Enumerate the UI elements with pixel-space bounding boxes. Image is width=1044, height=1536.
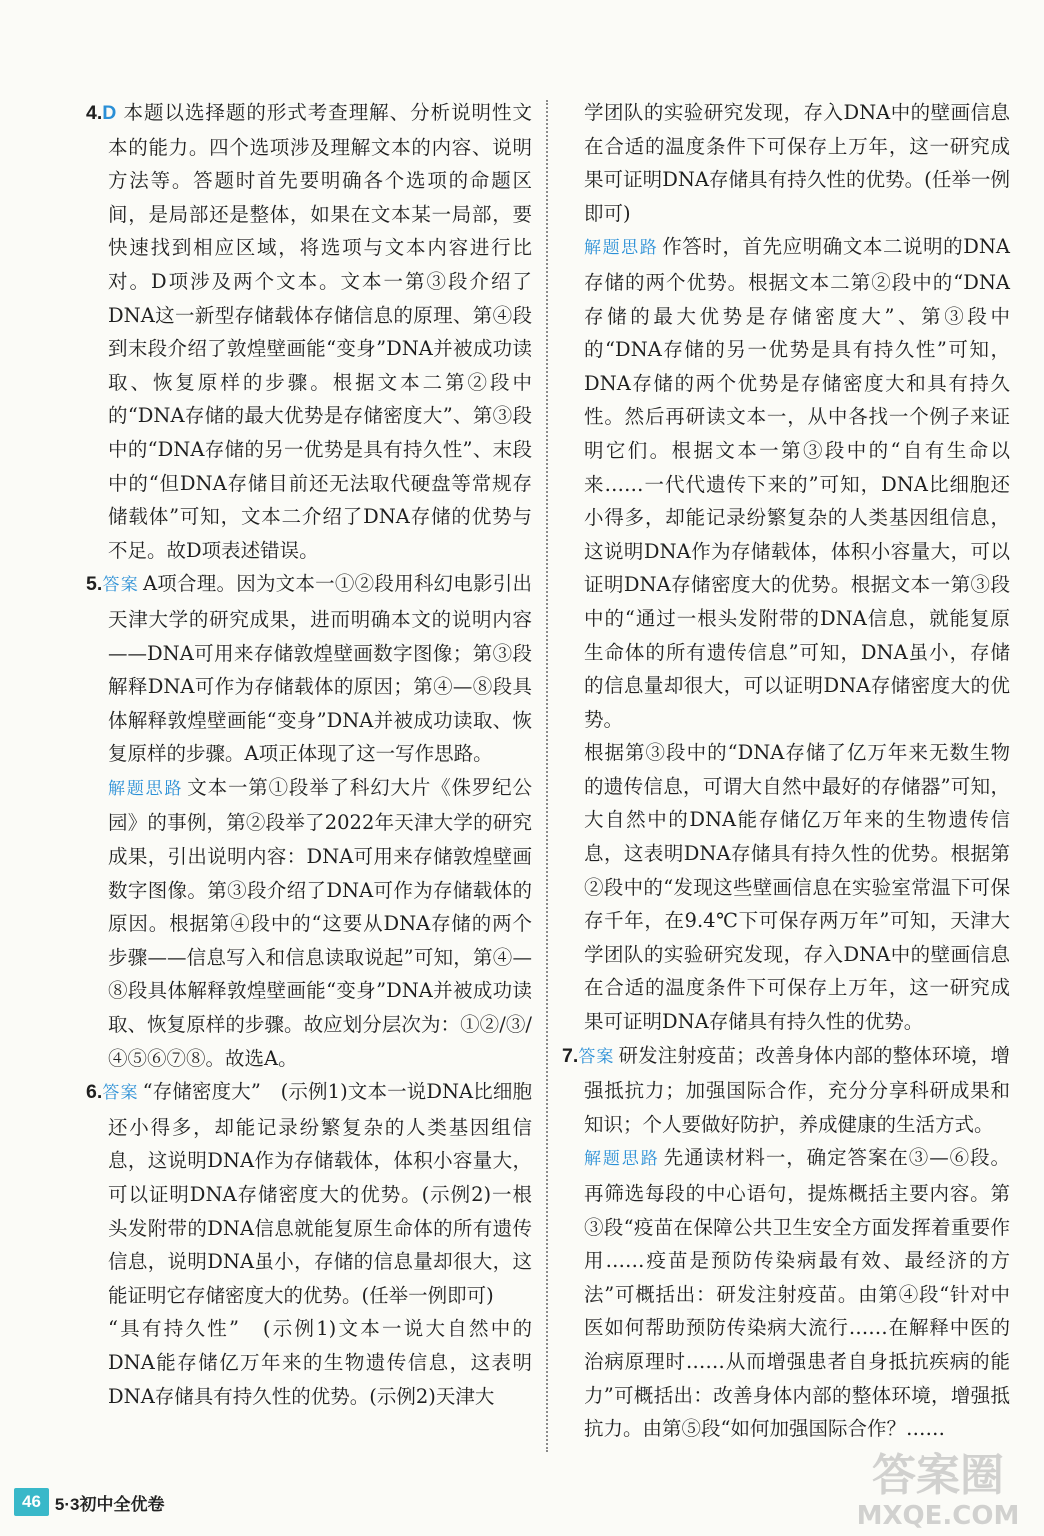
answer-tag: 答案 — [578, 1046, 615, 1067]
question-number: 6. — [86, 1081, 103, 1104]
question-5 — [86, 567, 532, 771]
tip-text: 作答时，首先应明确文本二说明的DNA存储的两个优势。根据文本二第②段中的“DNA存储的最大优势是存储密度大”、第③段中的“DNA存储的另一优势是具有持久性”可知，DNA存储的两个优势是存储密度大和具有持久性。然后再研读文本一，从中各找一个例子来证明它们。根据文本一第③段中的“自有生命以来……一代代遗传下来的”可知，DNA比细胞还小得多，却能记录纷繁复杂的人类基因组信息，这说明DNA作为存储载体，体积小容量大，可以证明DNA存储密度大的优势。根据文本一第③段中的“通过一根头发附带的DNA信息，就能复原生命体的所有遗传信息”可知，DNA虽小，存储的信息量却很大，可以证明DNA存储密度大的优势。 — [584, 235, 1011, 731]
tip-tag: 解题思路 — [108, 778, 184, 799]
question-number: 5. — [86, 573, 103, 596]
watermark-title: 答案圈 — [872, 1450, 1004, 1501]
question-6-continued — [562, 96, 1010, 230]
page-number: 46 — [14, 1488, 49, 1516]
question-number: 7. — [562, 1044, 579, 1067]
question-6-tip — [562, 230, 1010, 736]
question-5-tip — [86, 771, 532, 1075]
tip-tag: 解题思路 — [584, 1149, 660, 1170]
answer-tag: 答案 — [102, 575, 139, 596]
answer-text: 学团队的实验研究发现，存入DNA中的壁画信息在合适的温度条件下可保存上万年，这一研究成果可证明DNA存储具有持久性的优势。(任举一例即可) — [584, 101, 1010, 225]
answer-text: “存储密度大” (示例1)文本一说DNA比细胞还小得多，却能记录纷繁复杂的人类基因组信息，这说明DNA作为存储载体，体积小容量大，可以证明DNA存储密度大的优势。(示例2)一根头发附带的DNA信息就能复原生命体的所有遗传信息，说明DNA虽小，存储的信息量却很大，这能证明它存储密度大的优势。(任举一例即可) — [108, 1080, 533, 1307]
tip-tag: 解题思路 — [584, 238, 659, 259]
question-4 — [86, 96, 532, 567]
explanation-text: 本题以选择题的形式考查理解、分析说明性文本的能力。四个选项涉及理解文本的内容、说明方法等。答题时首先要明确各个选项的命题区间，是局部还是整体，如果在文本某一局部，要快速找到相应区域，将选项与文本内容进行比对。D项涉及两个文本。文本一第③段介绍了DNA这一新型存储载体存储信息的原理、第④段到末段介绍了敦煌壁画能“变身”DNA并被成功读取、恢复原样的步骤。根据文本二第②段中的“DNA存储的最大优势是存储密度大”、第③段中的“DNA存储的另一优势是具有持久性”、末段中的“但DNA存储目前还无法取代硬盘等常规存储载体”可知，文本二介绍了DNA存储的优势与不足。故D项表述错误。 — [108, 101, 532, 562]
answer-text: 研发注射疫苗；改善身体内部的整体环境，增强抵抗力；加强国际合作，充分分享科研成果和知识；个人要做好防护，养成健康的生活方式。 — [584, 1043, 1010, 1136]
book-brand: 5·3初中全优卷 — [54, 1494, 165, 1514]
column-divider — [546, 100, 548, 1452]
question-6-part2 — [86, 1312, 532, 1413]
answer-text: A项合理。因为文本一①②段用科幻电影引出天津大学的研究成果，进而明确本文的说明内容——DNA可用来存储敦煌壁画数字图像；第③段解释DNA可作为存储载体的原因；第④—⑧段具体解释敦煌壁画能“变身”DNA并被成功读取、恢复原样的步骤。A项正体现了这一写作思路。 — [108, 572, 532, 766]
watermark-logo — [840, 1442, 1036, 1532]
tip-text: 先通读材料一，确定答案在③—⑥段。再筛选每段的中心语句，提炼概括主要内容。第③段“疫苗在保障公共卫生安全方面发挥着重要作用……疫苗是预防传染病最有效、最经济的方法”可概括出：研发注射疫苗。由第④段“针对中医如何帮助预防传染病大流行……在解释中医的治病原理时……从而增强患者自身抵抗疾病的能力”可概括出：改善身体内部的整体环境，增强抵抗力。由第⑤段“如何加强国际合作？…… — [584, 1146, 1010, 1441]
page-footer — [14, 1486, 165, 1518]
watermark-url: MXQE.COM — [856, 1501, 1020, 1531]
tip-text: 文本一第①段举了科幻大片《侏罗纪公园》的事例，第②段举了2022年天津大学的研究成果，引出说明内容：DNA可用来存储敦煌壁画数字图像。第③段介绍了DNA可作为存储载体的原因。根据第④段中的“这要从DNA存储的两个步骤——信息写入和信息读取说起”可知，第④—⑧段具体解释敦煌壁画能“变身”DNA并被成功读取、恢复原样的步骤。故应划分层次为：①②/③/④⑤⑥⑦⑧。故选A。 — [108, 775, 532, 1070]
left-column — [86, 96, 532, 1413]
question-number: 4. — [86, 102, 103, 124]
answer-tag: 答案 — [102, 1083, 139, 1104]
tip-text: 根据第③段中的“DNA存储了亿万年来无数生物的遗传信息，可谓大自然中最好的存储器”可知，大自然中的DNA能存储亿万年来的生物遗传信息，这表明DNA存储具有持久性的优势。根据第②段中的“发现这些壁画信息在实验室常温下可保存千年，在9.4℃下可保存两万年”可知，天津大学团队的实验研究发现，存入DNA中的壁画信息在合适的温度条件下可保存上万年，这一研究成果可证明DNA存储具有持久性的优势。 — [584, 741, 1010, 1034]
question-6 — [86, 1075, 532, 1312]
right-column — [562, 96, 1010, 1446]
question-7 — [562, 1039, 1010, 1142]
answer-text: “具有持久性” (示例1)文本一说大自然中的DNA能存储亿万年来的生物遗传信息，这表明DNA存储具有持久性的优势。(示例2)天津大 — [108, 1317, 532, 1408]
answer-letter: D — [102, 102, 117, 124]
question-6-tip-para2 — [562, 736, 1010, 1038]
question-7-tip — [562, 1141, 1010, 1445]
